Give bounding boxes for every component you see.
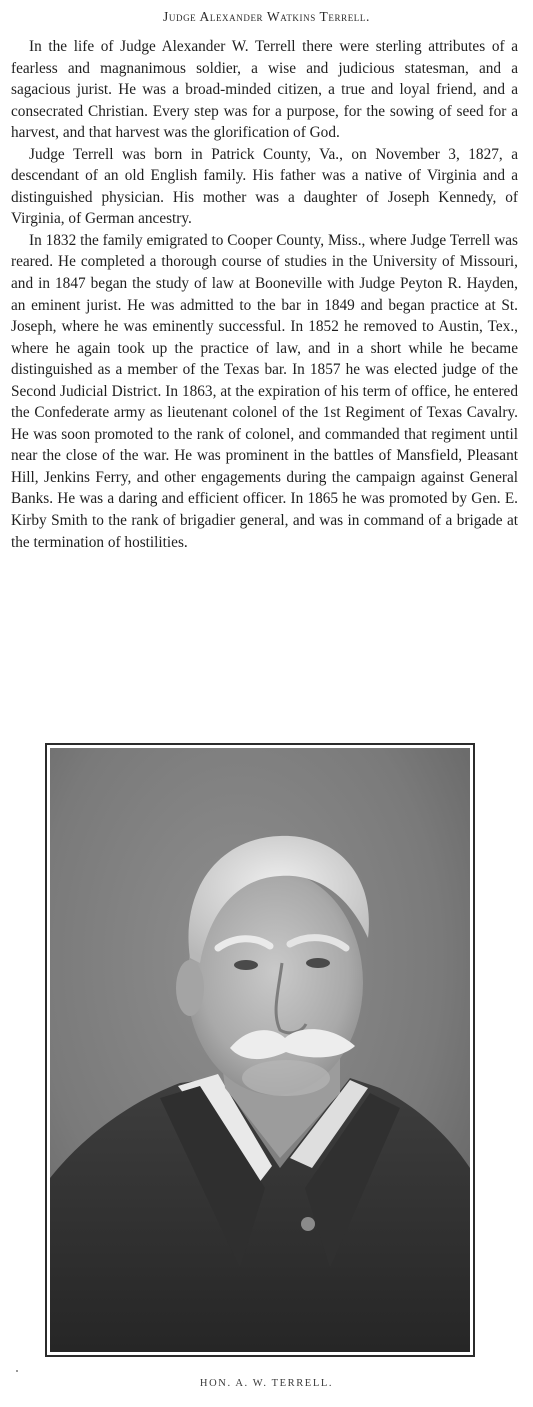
page-speck: [16, 1370, 18, 1372]
paragraph-birth: Judge Terrell was born in Patrick County, Va., on November 3, 1827, a descendant of an old English family. His father was a native of Virginia and a distinguished physician. His mother was a daughter of Joseph Kennedy, of Virginia, of German ancestry.: [11, 145, 518, 228]
portrait-image: [50, 748, 470, 1352]
paragraph-intro: In the life of Judge Alexander W. Terrell there were sterling attributes of a fearless and magnanimous soldier, a wise and judicious statesman, and a sagacious jurist. He was a broad-minded citizen, a true and loyal friend, and a consecrated Christian. Every step was for a purpose, for the sowing of seed for a harvest, and that harvest was the glorification of God.: [11, 38, 518, 142]
portrait-caption: HON. A. W. TERRELL.: [199, 1378, 334, 1389]
article-body: [11, 36, 518, 553]
paragraph-career: In 1832 the family emigrated to Cooper County, Miss., where Judge Terrell was reared. He completed a thorough course of studies in the University of Missouri, and in 1847 began the study of law at Booneville with Judge Peyton R. Hayden, an eminent jurist. He was admitted to the bar in 1849 and began practice at St. Joseph, where he was eminently successful. In 1852 he removed to Austin, Tex., where he again took up the practice of law, and in a short while he became distinguished as a member of the Texas bar. In 1857 he was elected judge of the Second Judicial District. In 1863, at the expiration of his term of office, he entered the Confederate army as lieutenant colonel of the 1st Regiment of Texas Cavalry. He was soon promoted to the rank of colonel, and commanded that regiment until near the close of the war. He was prominent in the battles of Mansfield, Pleasant Hill, Jenkins Ferry, and other engagements during the campaign against General Banks. He was a daring and efficient officer. In 1865 he was promoted by Gen. E. Kirby Smith to the rank of brigadier general, and was in command of a brigade at the termination of hostilities.: [11, 231, 518, 551]
running-title: Judge Alexander Watkins Terrell.: [163, 9, 370, 24]
portrait-photo: [45, 743, 475, 1357]
